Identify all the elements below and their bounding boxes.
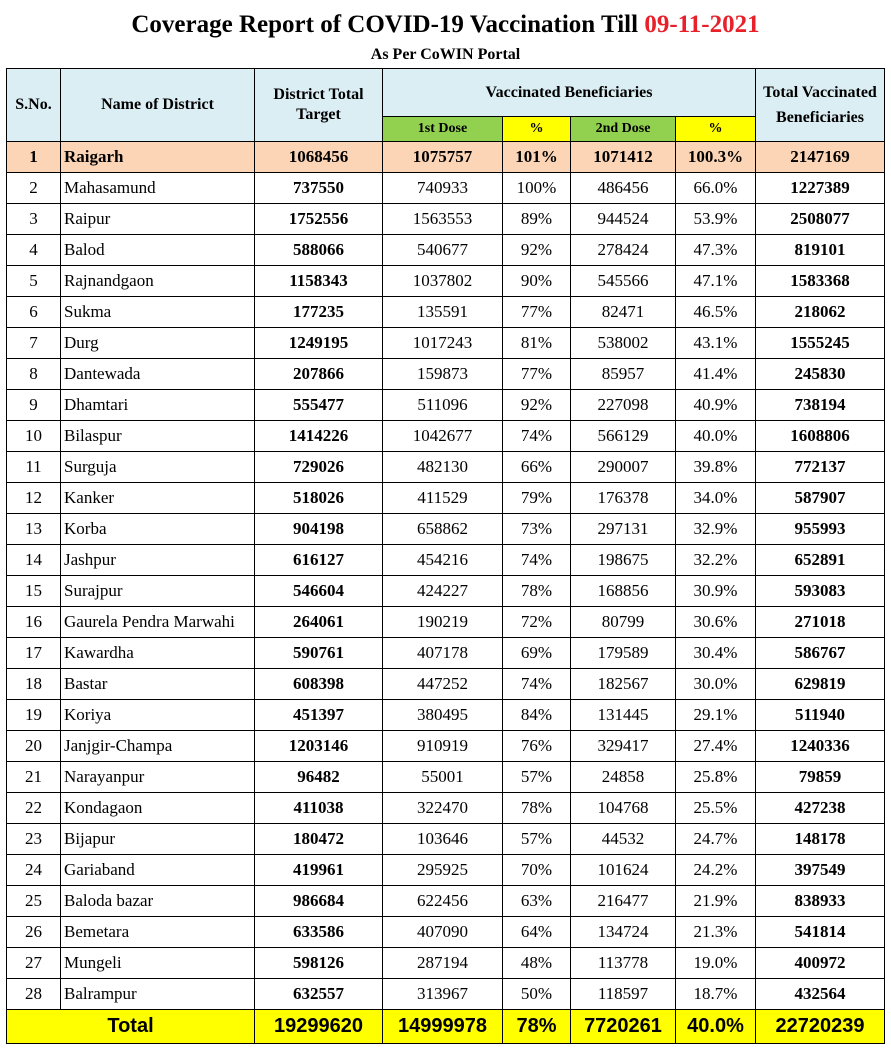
cell-district: Dhamtari: [61, 390, 255, 421]
cell-sno: 23: [7, 824, 61, 855]
cell-pct2: 47.1%: [676, 266, 756, 297]
table-row: [7, 483, 885, 514]
table-row: [7, 142, 885, 173]
table-body: [7, 142, 885, 1010]
cell-district: Dantewada: [61, 359, 255, 390]
cell-pct1: 73%: [503, 514, 571, 545]
cell-target: 207866: [255, 359, 383, 390]
cell-sno: 17: [7, 638, 61, 669]
cell-dose2: 24858: [571, 762, 676, 793]
cell-total: 2508077: [756, 204, 885, 235]
cell-target: 616127: [255, 545, 383, 576]
col-header-district: Name of District: [61, 69, 255, 142]
cell-dose1: 411529: [383, 483, 503, 514]
cell-dose1: 482130: [383, 452, 503, 483]
cell-pct2: 25.5%: [676, 793, 756, 824]
cell-sno: 18: [7, 669, 61, 700]
vaccination-table: [6, 68, 885, 1044]
cell-target: 1752556: [255, 204, 383, 235]
cell-total: 1583368: [756, 266, 885, 297]
table-row: [7, 855, 885, 886]
cell-dose2: 44532: [571, 824, 676, 855]
cell-pct2: 43.1%: [676, 328, 756, 359]
cell-sno: 28: [7, 979, 61, 1010]
cell-sno: 7: [7, 328, 61, 359]
cell-target: 451397: [255, 700, 383, 731]
cell-pct2: 30.9%: [676, 576, 756, 607]
cell-dose1: 1563553: [383, 204, 503, 235]
table-row: [7, 421, 885, 452]
cell-sno: 26: [7, 917, 61, 948]
cell-pct2: 40.0%: [676, 421, 756, 452]
cell-pct2: 30.0%: [676, 669, 756, 700]
cell-dose1: 622456: [383, 886, 503, 917]
cell-pct2: 21.3%: [676, 917, 756, 948]
cell-sno: 5: [7, 266, 61, 297]
cell-total: 955993: [756, 514, 885, 545]
total-pct2: 40.0%: [676, 1010, 756, 1044]
cell-pct1: 50%: [503, 979, 571, 1010]
cell-dose1: 55001: [383, 762, 503, 793]
cell-sno: 22: [7, 793, 61, 824]
cell-pct2: 66.0%: [676, 173, 756, 204]
total-vaccinated: 22720239: [756, 1010, 885, 1044]
cell-pct2: 32.2%: [676, 545, 756, 576]
cell-district: Koriya: [61, 700, 255, 731]
report-title-text: Coverage Report of COVID-19 Vaccination Till: [131, 11, 645, 38]
cell-sno: 6: [7, 297, 61, 328]
cell-dose1: 454216: [383, 545, 503, 576]
table-row: [7, 297, 885, 328]
cell-target: 1068456: [255, 142, 383, 173]
cell-target: 180472: [255, 824, 383, 855]
cell-dose2: 131445: [571, 700, 676, 731]
cell-district: Bijapur: [61, 824, 255, 855]
cell-district: Gariaband: [61, 855, 255, 886]
cell-pct1: 66%: [503, 452, 571, 483]
cell-total: 541814: [756, 917, 885, 948]
cell-pct1: 78%: [503, 576, 571, 607]
cell-district: Kanker: [61, 483, 255, 514]
cell-district: Jashpur: [61, 545, 255, 576]
cell-pct1: 84%: [503, 700, 571, 731]
table-row: [7, 607, 885, 638]
col-header-dose1: 1st Dose: [383, 117, 503, 142]
cell-pct2: 24.7%: [676, 824, 756, 855]
cell-dose1: 103646: [383, 824, 503, 855]
cell-sno: 25: [7, 886, 61, 917]
cell-dose1: 313967: [383, 979, 503, 1010]
cell-pct1: 72%: [503, 607, 571, 638]
table-row: [7, 638, 885, 669]
cell-target: 177235: [255, 297, 383, 328]
cell-dose2: 118597: [571, 979, 676, 1010]
cell-sno: 19: [7, 700, 61, 731]
cell-pct2: 41.4%: [676, 359, 756, 390]
cell-sno: 14: [7, 545, 61, 576]
cell-dose1: 190219: [383, 607, 503, 638]
cell-district: Gaurela Pendra Marwahi: [61, 607, 255, 638]
cell-district: Mahasamund: [61, 173, 255, 204]
cell-pct2: 46.5%: [676, 297, 756, 328]
cell-total: 511940: [756, 700, 885, 731]
cell-sno: 9: [7, 390, 61, 421]
cell-target: 411038: [255, 793, 383, 824]
table-row: [7, 948, 885, 979]
table-row: [7, 359, 885, 390]
cell-target: 1203146: [255, 731, 383, 762]
cell-dose2: 278424: [571, 235, 676, 266]
cell-dose1: 287194: [383, 948, 503, 979]
cell-pct1: 69%: [503, 638, 571, 669]
cell-dose1: 322470: [383, 793, 503, 824]
table-row: [7, 328, 885, 359]
cell-sno: 3: [7, 204, 61, 235]
cell-dose2: 168856: [571, 576, 676, 607]
cell-pct2: 100.3%: [676, 142, 756, 173]
cell-sno: 10: [7, 421, 61, 452]
cell-target: 1249195: [255, 328, 383, 359]
cell-dose2: 176378: [571, 483, 676, 514]
cell-dose1: 135591: [383, 297, 503, 328]
col-header-pct2: %: [676, 117, 756, 142]
total-row: [7, 1010, 885, 1044]
cell-district: Balod: [61, 235, 255, 266]
table-row: [7, 917, 885, 948]
cell-pct2: 47.3%: [676, 235, 756, 266]
cell-pct1: 79%: [503, 483, 571, 514]
cell-dose2: 227098: [571, 390, 676, 421]
cell-dose2: 134724: [571, 917, 676, 948]
cell-dose2: 297131: [571, 514, 676, 545]
cell-target: 986684: [255, 886, 383, 917]
report-title: [0, 8, 891, 42]
cell-pct2: 53.9%: [676, 204, 756, 235]
cell-pct1: 57%: [503, 762, 571, 793]
table-row: [7, 793, 885, 824]
cell-sno: 1: [7, 142, 61, 173]
cell-pct2: 39.8%: [676, 452, 756, 483]
cell-pct1: 74%: [503, 545, 571, 576]
cell-dose1: 910919: [383, 731, 503, 762]
cell-total: 838933: [756, 886, 885, 917]
table-row: [7, 576, 885, 607]
col-header-target: District Total Target: [255, 69, 383, 142]
cell-pct2: 18.7%: [676, 979, 756, 1010]
cell-sno: 12: [7, 483, 61, 514]
cell-dose2: 538002: [571, 328, 676, 359]
cell-district: Raipur: [61, 204, 255, 235]
cell-pct2: 29.1%: [676, 700, 756, 731]
cell-pct1: 92%: [503, 390, 571, 421]
cell-district: Bemetara: [61, 917, 255, 948]
cell-total: 772137: [756, 452, 885, 483]
table-row: [7, 669, 885, 700]
cell-dose2: 545566: [571, 266, 676, 297]
cell-pct1: 77%: [503, 297, 571, 328]
table-row: [7, 266, 885, 297]
cell-pct2: 25.8%: [676, 762, 756, 793]
total-pct1: 78%: [503, 1010, 571, 1044]
cell-district: Sukma: [61, 297, 255, 328]
cell-pct1: 90%: [503, 266, 571, 297]
cell-target: 555477: [255, 390, 383, 421]
cell-pct1: 48%: [503, 948, 571, 979]
cell-dose2: 82471: [571, 297, 676, 328]
table-row: [7, 173, 885, 204]
cell-district: Mungeli: [61, 948, 255, 979]
cell-sno: 2: [7, 173, 61, 204]
cell-sno: 15: [7, 576, 61, 607]
cell-dose2: 1071412: [571, 142, 676, 173]
cell-pct2: 24.2%: [676, 855, 756, 886]
cell-total: 218062: [756, 297, 885, 328]
cell-dose2: 198675: [571, 545, 676, 576]
cell-dose1: 1042677: [383, 421, 503, 452]
cell-district: Durg: [61, 328, 255, 359]
cell-dose1: 295925: [383, 855, 503, 886]
cell-pct1: 101%: [503, 142, 571, 173]
cell-dose1: 658862: [383, 514, 503, 545]
cell-district: Kawardha: [61, 638, 255, 669]
col-header-pct1: %: [503, 117, 571, 142]
cell-total: 2147169: [756, 142, 885, 173]
table-row: [7, 762, 885, 793]
cell-total: 79859: [756, 762, 885, 793]
cell-dose2: 179589: [571, 638, 676, 669]
cell-district: Bastar: [61, 669, 255, 700]
cell-pct1: 89%: [503, 204, 571, 235]
cell-district: Baloda bazar: [61, 886, 255, 917]
table-row: [7, 700, 885, 731]
cell-dose2: 182567: [571, 669, 676, 700]
cell-target: 518026: [255, 483, 383, 514]
cell-total: 148178: [756, 824, 885, 855]
report-subtitle: As Per CoWIN Portal: [370, 46, 521, 63]
cell-target: 598126: [255, 948, 383, 979]
cell-total: 1240336: [756, 731, 885, 762]
cell-pct2: 27.4%: [676, 731, 756, 762]
cell-total: 271018: [756, 607, 885, 638]
cell-target: 96482: [255, 762, 383, 793]
cell-total: 1227389: [756, 173, 885, 204]
cell-dose1: 1037802: [383, 266, 503, 297]
cell-total: 652891: [756, 545, 885, 576]
cell-total: 629819: [756, 669, 885, 700]
cell-district: Janjgir-Champa: [61, 731, 255, 762]
cell-pct1: 100%: [503, 173, 571, 204]
cell-target: 590761: [255, 638, 383, 669]
total-label: Total: [7, 1010, 255, 1044]
cell-total: 593083: [756, 576, 885, 607]
cell-total: 587907: [756, 483, 885, 514]
cell-district: Balrampur: [61, 979, 255, 1010]
cell-pct2: 21.9%: [676, 886, 756, 917]
cell-pct2: 34.0%: [676, 483, 756, 514]
cell-district: Raigarh: [61, 142, 255, 173]
cell-dose2: 216477: [571, 886, 676, 917]
cell-total: 397549: [756, 855, 885, 886]
cell-sno: 24: [7, 855, 61, 886]
cell-pct1: 70%: [503, 855, 571, 886]
cell-target: 264061: [255, 607, 383, 638]
cell-dose1: 447252: [383, 669, 503, 700]
cell-pct1: 78%: [503, 793, 571, 824]
cell-sno: 11: [7, 452, 61, 483]
cell-dose2: 486456: [571, 173, 676, 204]
col-header-total: Total Vaccinated Beneficiaries: [756, 69, 885, 142]
cell-dose2: 329417: [571, 731, 676, 762]
cell-pct1: 81%: [503, 328, 571, 359]
cell-total: 245830: [756, 359, 885, 390]
report-date: 09-11-2021: [644, 11, 760, 38]
table-row: [7, 514, 885, 545]
cell-dose1: 424227: [383, 576, 503, 607]
cell-dose1: 1075757: [383, 142, 503, 173]
total-dose2: 7720261: [571, 1010, 676, 1044]
cell-pct1: 74%: [503, 421, 571, 452]
cell-dose1: 380495: [383, 700, 503, 731]
cell-total: 738194: [756, 390, 885, 421]
cell-total: 427238: [756, 793, 885, 824]
header-row: [7, 69, 885, 117]
table-row: [7, 204, 885, 235]
col-header-vaccinated: Vaccinated Beneficiaries: [383, 69, 756, 117]
cell-target: 904198: [255, 514, 383, 545]
cell-district: Narayanpur: [61, 762, 255, 793]
cell-district: Kondagaon: [61, 793, 255, 824]
cell-sno: 16: [7, 607, 61, 638]
cell-district: Surajpur: [61, 576, 255, 607]
cell-sno: 21: [7, 762, 61, 793]
cell-pct1: 76%: [503, 731, 571, 762]
cell-total: 432564: [756, 979, 885, 1010]
cell-dose1: 511096: [383, 390, 503, 421]
cell-pct2: 19.0%: [676, 948, 756, 979]
cell-target: 588066: [255, 235, 383, 266]
col-header-dose2: 2nd Dose: [571, 117, 676, 142]
cell-sno: 8: [7, 359, 61, 390]
cell-pct1: 92%: [503, 235, 571, 266]
cell-pct2: 32.9%: [676, 514, 756, 545]
table-row: [7, 979, 885, 1010]
cell-total: 586767: [756, 638, 885, 669]
cell-target: 632557: [255, 979, 383, 1010]
cell-district: Rajnandgaon: [61, 266, 255, 297]
cell-dose1: 159873: [383, 359, 503, 390]
table-row: [7, 452, 885, 483]
cell-target: 1158343: [255, 266, 383, 297]
cell-total: 1608806: [756, 421, 885, 452]
total-target: 19299620: [255, 1010, 383, 1044]
cell-dose1: 407090: [383, 917, 503, 948]
cell-district: Bilaspur: [61, 421, 255, 452]
cell-pct2: 30.4%: [676, 638, 756, 669]
cell-dose2: 80799: [571, 607, 676, 638]
cell-dose2: 104768: [571, 793, 676, 824]
cell-district: Surguja: [61, 452, 255, 483]
cell-district: Korba: [61, 514, 255, 545]
cell-dose2: 290007: [571, 452, 676, 483]
col-header-sno: S.No.: [7, 69, 61, 142]
table-row: [7, 886, 885, 917]
cell-dose2: 101624: [571, 855, 676, 886]
cell-dose1: 1017243: [383, 328, 503, 359]
cell-total: 819101: [756, 235, 885, 266]
table-row: [7, 390, 885, 421]
cell-sno: 20: [7, 731, 61, 762]
cell-target: 546604: [255, 576, 383, 607]
cell-pct1: 74%: [503, 669, 571, 700]
cell-target: 633586: [255, 917, 383, 948]
cell-dose2: 944524: [571, 204, 676, 235]
cell-pct2: 30.6%: [676, 607, 756, 638]
cell-pct1: 57%: [503, 824, 571, 855]
cell-sno: 27: [7, 948, 61, 979]
cell-dose2: 566129: [571, 421, 676, 452]
cell-target: 729026: [255, 452, 383, 483]
cell-dose1: 540677: [383, 235, 503, 266]
cell-dose1: 740933: [383, 173, 503, 204]
cell-target: 608398: [255, 669, 383, 700]
cell-total: 400972: [756, 948, 885, 979]
cell-pct1: 63%: [503, 886, 571, 917]
total-dose1: 14999978: [383, 1010, 503, 1044]
table-row: [7, 824, 885, 855]
cell-sno: 4: [7, 235, 61, 266]
table-row: [7, 235, 885, 266]
cell-target: 419961: [255, 855, 383, 886]
table-row: [7, 731, 885, 762]
cell-total: 1555245: [756, 328, 885, 359]
table-row: [7, 545, 885, 576]
cell-pct1: 77%: [503, 359, 571, 390]
cell-sno: 13: [7, 514, 61, 545]
cell-dose2: 85957: [571, 359, 676, 390]
cell-pct2: 40.9%: [676, 390, 756, 421]
cell-target: 1414226: [255, 421, 383, 452]
cell-dose1: 407178: [383, 638, 503, 669]
cell-target: 737550: [255, 173, 383, 204]
cell-dose2: 113778: [571, 948, 676, 979]
cell-pct1: 64%: [503, 917, 571, 948]
